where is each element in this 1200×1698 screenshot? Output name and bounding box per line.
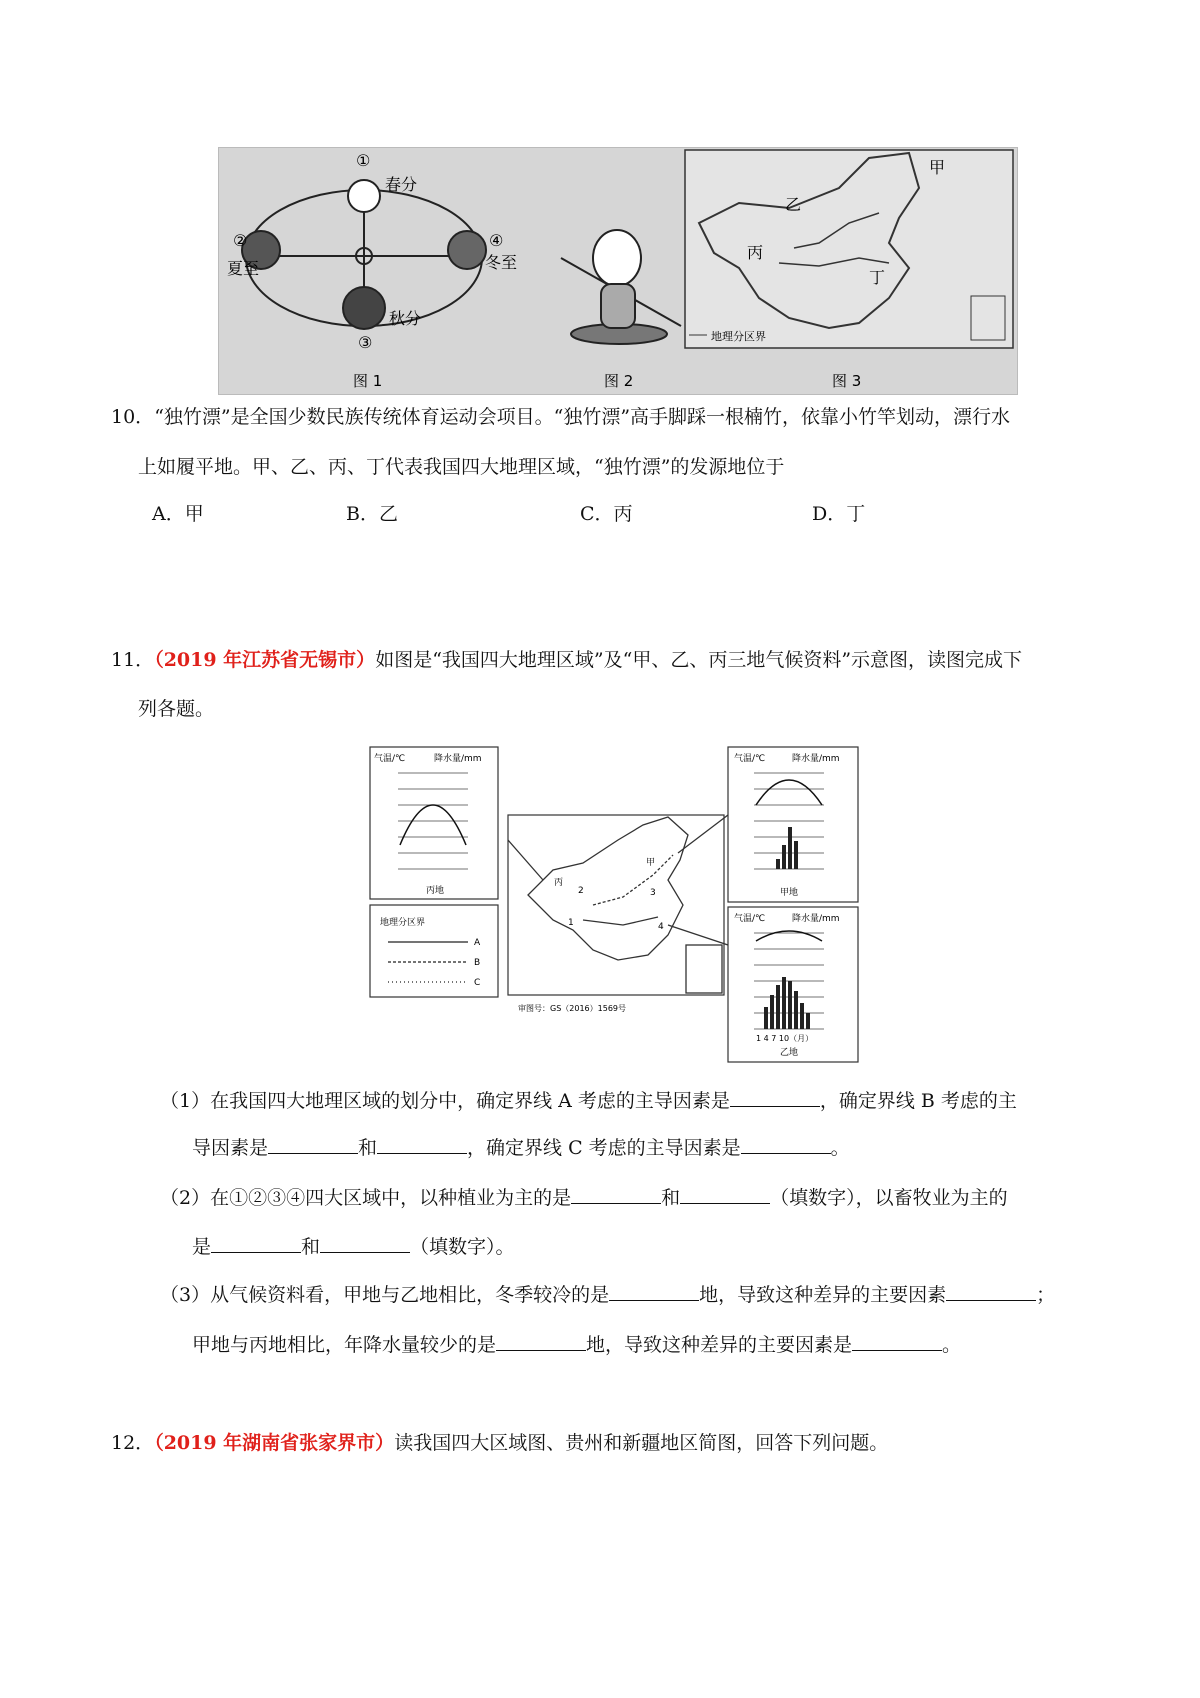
map-frame (685, 150, 1013, 348)
q11-sub1-text-f: 。 (830, 1137, 850, 1159)
q11-sub3-text-c: ； (1036, 1284, 1056, 1306)
chart-bing-temp-curve (400, 805, 466, 845)
map-label-jia: 甲 (929, 158, 946, 177)
q11-sub2-text-f: （填数字）。 (410, 1236, 515, 1258)
answer-blank[interactable] (268, 1137, 358, 1154)
q12-line (111, 1434, 888, 1453)
map-review-number: 审图号：GS（2016）1569号 (518, 1004, 626, 1013)
chart-yi-temp-label: 气温/℃ (734, 914, 766, 924)
chart-jia-frame (728, 747, 858, 902)
q11-sub1-line1 (160, 1090, 1017, 1111)
q12-number: 12． (111, 1432, 155, 1454)
chart-jia-temp-label: 气温/℃ (734, 754, 766, 764)
label-summer: 夏至 (227, 259, 260, 278)
china-region-map (685, 150, 1013, 348)
figure-2-svg (368, 745, 868, 1063)
caption-fig1: 图 1 (353, 372, 383, 390)
q12-text: 读我国四大区域图、贵州和新疆地区简图，回答下列问题。 (394, 1432, 889, 1454)
answer-blank[interactable] (496, 1334, 586, 1351)
figure-1-svg (219, 148, 1017, 394)
map-label-bing: 丙 (554, 878, 564, 888)
q11-sub3-text-b: 地，导致这种差异的主要因素 (699, 1284, 947, 1306)
chart-yi (734, 912, 840, 1058)
map-label-jia: 甲 (646, 858, 656, 868)
legend-b: B (474, 958, 481, 968)
chart-jia-temp-curve (756, 780, 822, 805)
q11-sub1-text-b: ，确定界线 B 考虑的主 (819, 1090, 1017, 1112)
answer-blank[interactable] (730, 1090, 820, 1107)
chart-yi-precip-label: 降水量/mm (792, 914, 840, 924)
earth-orbit-diagram (242, 180, 486, 329)
map-label-yi: 乙 (785, 195, 802, 214)
china-map-outline (508, 815, 728, 993)
q11-sub3-text-f: 。 (942, 1334, 962, 1356)
map-legend-text: 地理分区界 (711, 330, 766, 343)
answer-blank[interactable] (377, 1137, 467, 1154)
q11-sub1-line2 (192, 1137, 850, 1158)
q10-option-a[interactable]: A．甲 (152, 503, 204, 525)
q11-sub1-text-d: 和 (358, 1137, 378, 1159)
map-label-bing: 丙 (747, 243, 764, 262)
chart-jia-name: 甲地 (780, 888, 799, 898)
q11-sub1-text-c: 导因素是 (192, 1137, 269, 1159)
q11-sub3-text-a: （3）从气候资料看，甲地与乙地相比，冬季较冷的是 (160, 1284, 610, 1306)
chart-yi-temp-curve (756, 931, 822, 941)
q10-text-line1: “独竹漂”是全国少数民族传统体育运动会项目。“独竹漂”高手脚踩一根楠竹，依靠小竹竿划动，漂行水 (154, 406, 1011, 428)
figure-1-composite (218, 147, 1018, 395)
chart-bing-temp-label: 气温/℃ (374, 754, 406, 764)
q11-sub3-text-d: 甲地与丙地相比，年降水量较少的是 (192, 1334, 497, 1356)
answer-blank[interactable] (571, 1187, 661, 1204)
chart-jia-precip-label: 降水量/mm (792, 754, 840, 764)
label-spring: 春分 (385, 175, 418, 194)
earth-winter-icon (448, 231, 486, 269)
legend-c: C (474, 978, 481, 988)
chart-bing-frame (370, 747, 498, 899)
mascot-head (593, 230, 641, 286)
mascot-illustration (561, 230, 681, 344)
answer-blank[interactable] (741, 1137, 831, 1154)
q10-option-d[interactable]: D．丁 (812, 503, 866, 525)
earth-spring-icon (348, 180, 380, 212)
q11-sub1-text-a: （1）在我国四大地理区域的划分中，确定界线 A 考虑的主导因素是 (160, 1090, 730, 1112)
answer-blank[interactable] (320, 1236, 410, 1253)
q11-sub3-line2 (192, 1334, 961, 1355)
q10-line1 (111, 408, 1010, 427)
q10-option-b[interactable]: B．乙 (346, 503, 398, 525)
q11-sub1-text-e: ，确定界线 C 考虑的主导因素是 (467, 1137, 741, 1159)
q11-sub2-text-a: （2）在①②③④四大区域中，以种植业为主的是 (160, 1187, 572, 1209)
q10-text-line2: 上如履平地。甲、乙、丙、丁代表我国四大地理区域，“独竹漂”的发源地位于 (138, 456, 785, 478)
answer-blank[interactable] (946, 1284, 1036, 1301)
map-label-ding: 丁 (869, 268, 886, 287)
chart-bing-precip-label: 降水量/mm (434, 754, 482, 764)
earth-autumn-icon (343, 287, 385, 329)
map-label-4: 4 (658, 922, 664, 932)
q10-number: 10． (111, 406, 155, 428)
q11-number: 11． (111, 649, 155, 671)
figure-2-climate-map (368, 745, 868, 1063)
q11-source: （2019 年江苏省无锡市） (154, 649, 376, 671)
q10-option-c[interactable]: C．丙 (580, 503, 633, 525)
label-winter: 冬至 (485, 253, 518, 272)
q11-text-line1: 如图是“我国四大地理区域”及“甲、乙、丙三地气候资料”示意图，读图完成下 (375, 649, 1023, 671)
q11-sub3-text-e: 地，导致这种差异的主要因素是 (586, 1334, 853, 1356)
label-autumn: 秋分 (389, 309, 422, 328)
q11-text-line2: 列各题。 (138, 698, 215, 720)
orbit-label-2: ② (233, 231, 248, 250)
q11-line1 (111, 651, 1022, 670)
chart-bing (374, 752, 482, 896)
answer-blank[interactable] (609, 1284, 699, 1301)
orbit-label-4: ④ (489, 231, 504, 250)
q11-sub2-text-b: 和 (661, 1187, 681, 1209)
q12-source: （2019 年湖南省张家界市） (154, 1432, 395, 1454)
legend-a: A (474, 938, 481, 948)
q11-sub2-text-d: 是 (192, 1236, 212, 1258)
chart-yi-months: 1 4 7 10（月） (756, 1034, 814, 1043)
q11-sub3-line1 (160, 1284, 1055, 1305)
answer-blank[interactable] (680, 1187, 770, 1204)
chart-bing-name: 丙地 (426, 886, 445, 896)
q11-sub2-line2 (192, 1236, 515, 1257)
mascot-body (601, 284, 635, 328)
answer-blank[interactable] (852, 1334, 942, 1351)
caption-fig2: 图 2 (604, 372, 634, 390)
q11-sub2-text-c: （填数字），以畜牧业为主的 (770, 1187, 1008, 1209)
q11-sub2-line1 (160, 1187, 1008, 1208)
answer-blank[interactable] (211, 1236, 301, 1253)
map-label-2: 2 (578, 886, 584, 896)
chart-yi-name: 乙地 (780, 1048, 799, 1058)
orbit-label-3: ③ (358, 333, 373, 352)
map-label-1: 1 (568, 918, 574, 928)
caption-fig3: 图 3 (832, 372, 862, 390)
legend-title: 地理分区界 (380, 918, 426, 928)
q11-sub2-text-e: 和 (301, 1236, 321, 1258)
map-label-3: 3 (650, 888, 656, 898)
orbit-label-1: ① (356, 151, 371, 170)
chart-jia (734, 752, 840, 898)
